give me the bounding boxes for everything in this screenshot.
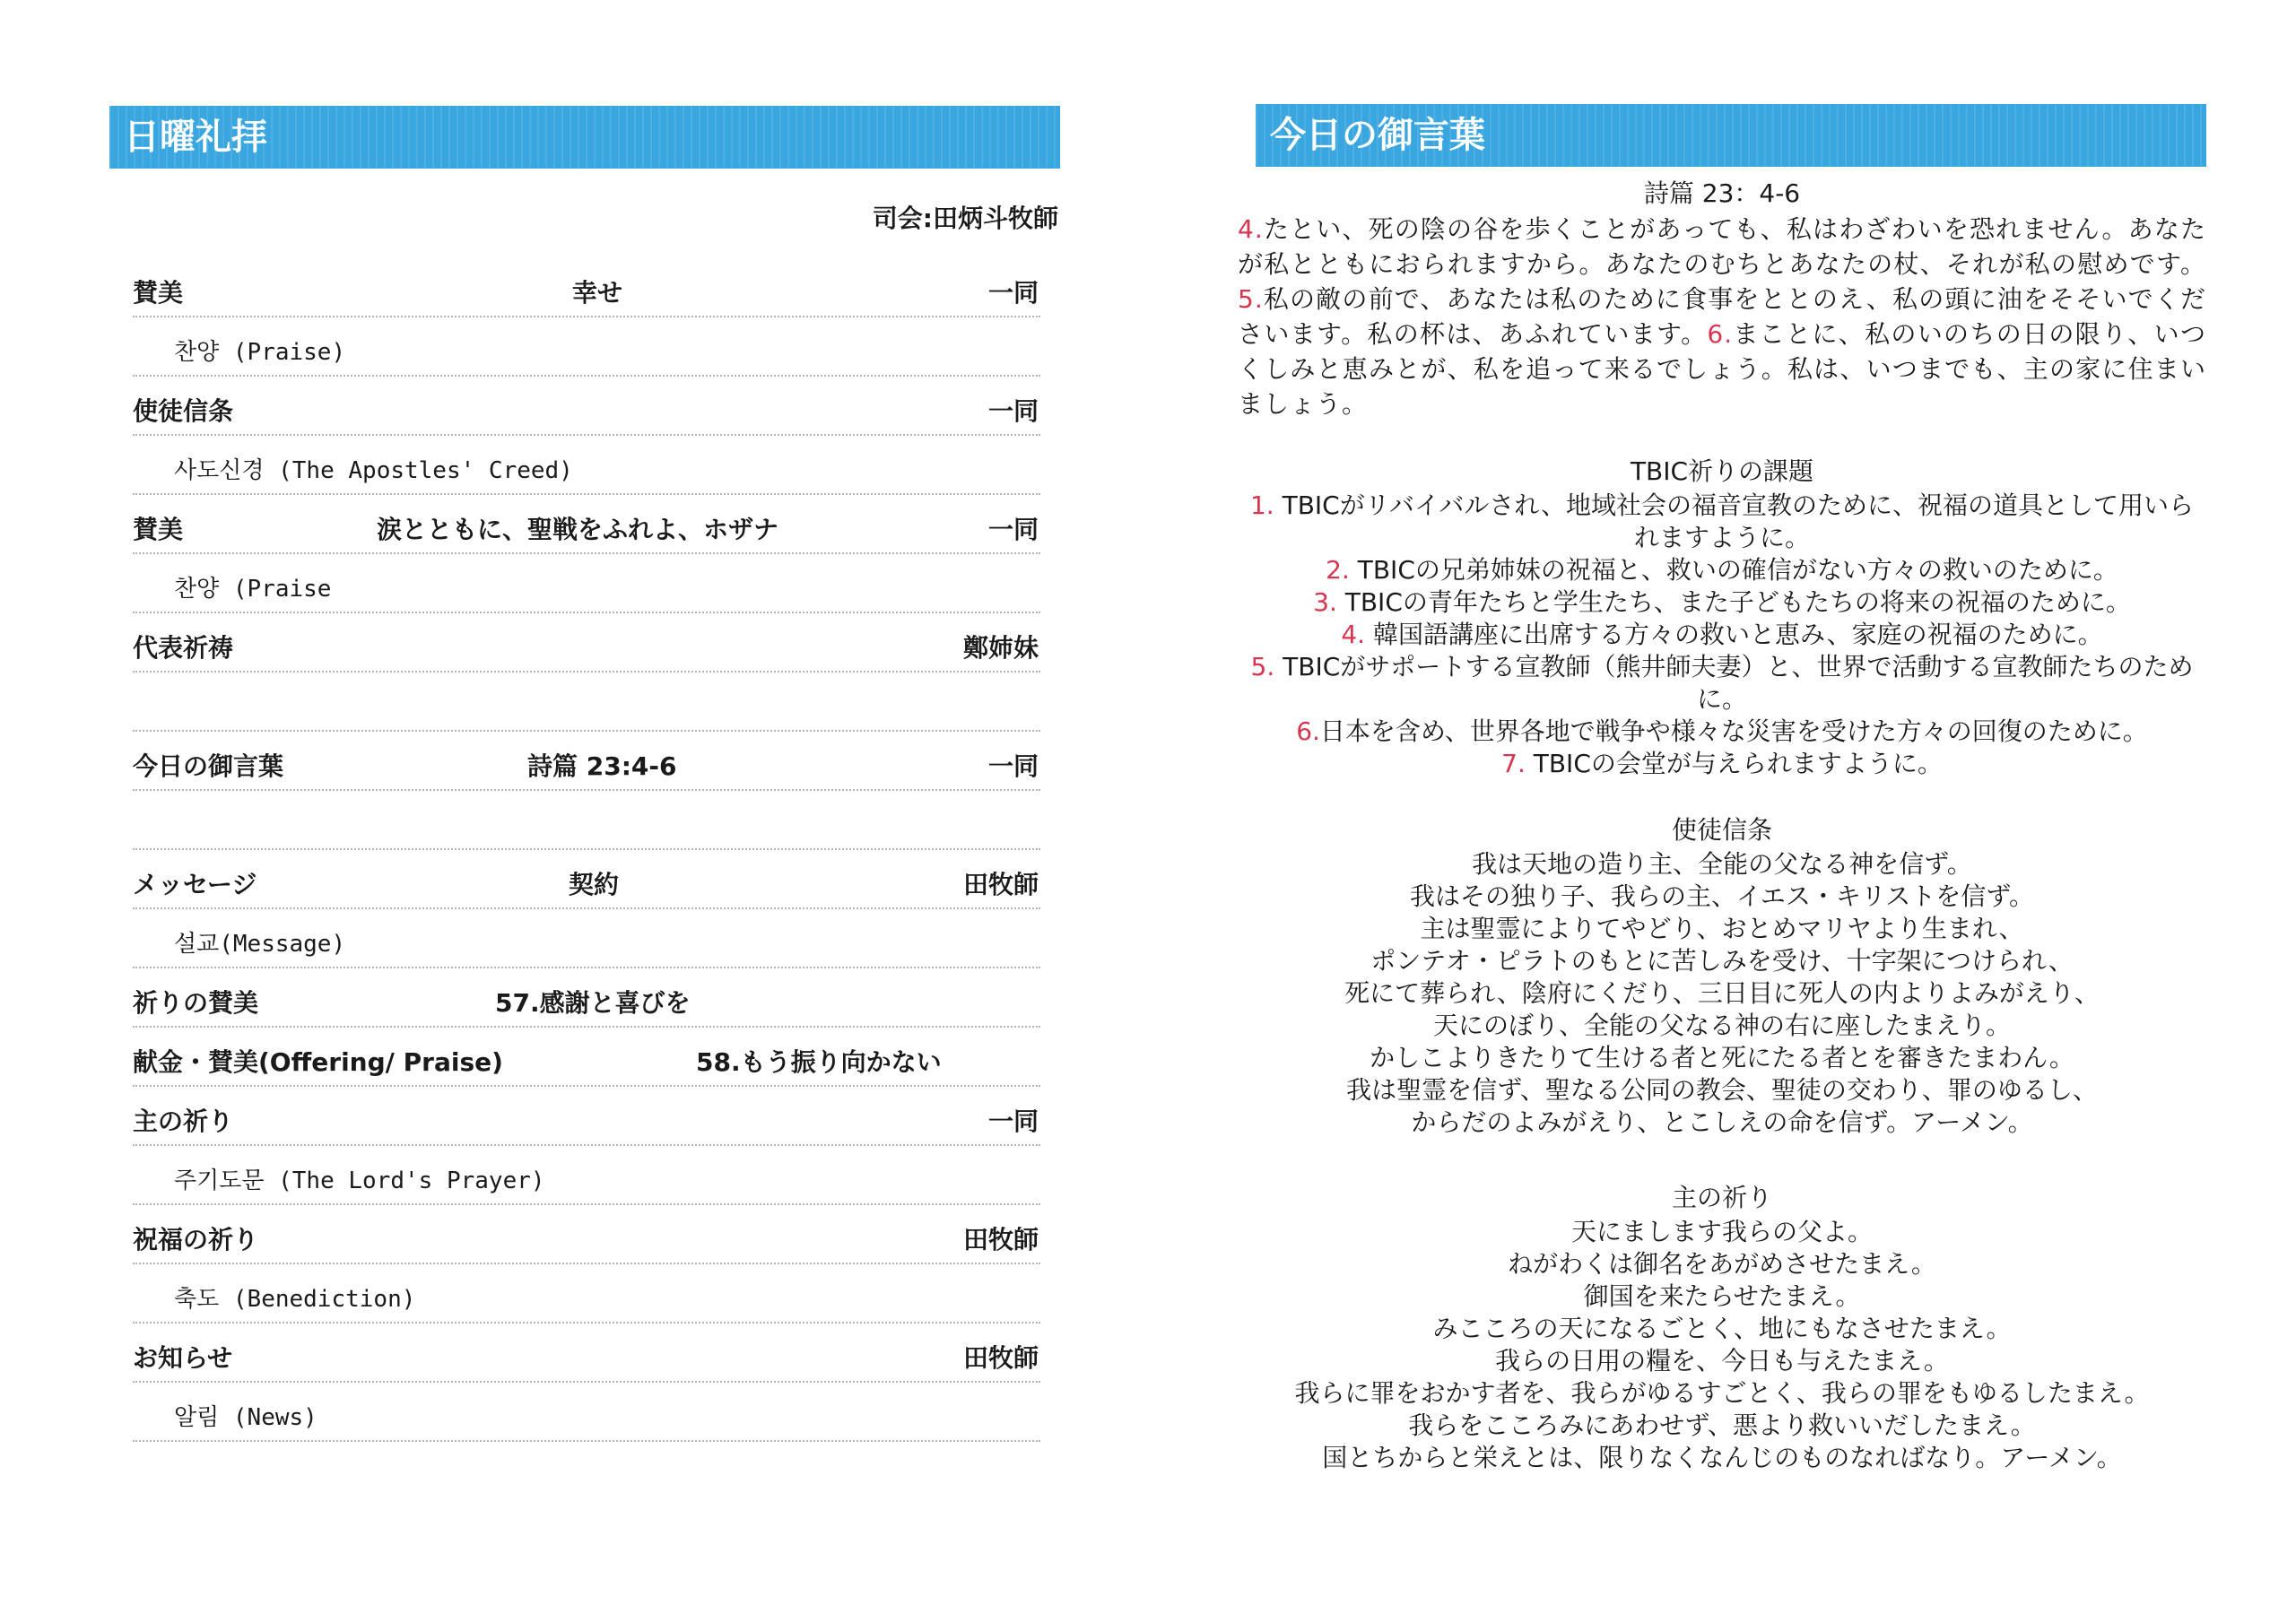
lords-prayer-line: 天にまします我らの父よ。 — [1570, 1217, 1873, 1246]
order-row — [133, 968, 1040, 1028]
creed-line: 我はその独り子、我らの主、イエス・キリストを信ず。 — [1409, 881, 2035, 911]
prayer-topics-title: TBIC祈りの課題 — [1630, 456, 1814, 486]
scripture-ref: 詩篇 23：4-6 — [1643, 178, 1801, 208]
lords-prayer-line: 我らの日用の糧を、今日も与えたまえ。 — [1495, 1346, 1949, 1376]
order-sub-row — [133, 436, 1040, 495]
order-row — [133, 377, 1040, 436]
prayer-item — [1238, 490, 2206, 554]
prayer-number: 2. — [1326, 555, 1350, 585]
prayer-item — [1238, 716, 2206, 748]
prayer-item — [1238, 748, 2206, 780]
order-right: 一同 — [987, 751, 1039, 781]
creed-line: 我は聖霊を信ず、聖なる公同の教会、聖徒の交わり、罪のゆるし、 — [1346, 1075, 2098, 1105]
verse-number: 5. — [1238, 284, 1264, 314]
order-right: 鄭姉妹 — [962, 633, 1039, 663]
order-row — [133, 495, 1040, 554]
prayer-number: 3. — [1313, 587, 1337, 617]
order-label: 祈りの賛美 — [133, 988, 259, 1018]
prayer-item — [1238, 586, 2206, 619]
verse-text: 私の敵の前で、あなたは私のために食事をととのえ、私の頭に油をそそいでくださいます。私の杯は、あふれています。 — [1238, 284, 2206, 349]
order-sub-label: 설교(Message) — [174, 931, 346, 958]
order-sub-row — [133, 554, 1040, 613]
order-row — [133, 1028, 1040, 1087]
order-row — [133, 1324, 1040, 1383]
order-label: メッセージ — [133, 870, 257, 899]
order-right: 一同 — [987, 278, 1039, 308]
order-sub-row — [133, 909, 1040, 968]
order-right: 一同 — [987, 515, 1039, 544]
order-middle: 58.もう振り向かない — [696, 1047, 942, 1077]
creed-line: ポンテオ・ピラトのもとに苦しみを受け、十字架につけられ、 — [1370, 946, 2074, 976]
right-content — [1238, 176, 2206, 1474]
creed-line: 天にのぼり、全能の父なる神の右に座したまえり。 — [1432, 1011, 2011, 1040]
order-right: 田牧師 — [962, 870, 1039, 899]
right-page — [1148, 0, 2296, 1623]
lords-prayer-title: 主の祈り — [1671, 1183, 1772, 1212]
prayer-text: 韓国語講座に出席する方々の救いと恵み、家庭の祝福のために。 — [1365, 620, 2103, 649]
prayer-number: 5. — [1250, 652, 1275, 681]
order-right: 一同 — [987, 1107, 1039, 1136]
order-sub-label: 찬양 (Praise — [174, 576, 332, 603]
order-sub-label: 알림 (News) — [174, 1404, 317, 1431]
order-label: 代表祈祷 — [133, 633, 234, 663]
order-right: 田牧師 — [962, 1343, 1039, 1373]
scripture-text — [1238, 212, 2206, 421]
prayer-number: 6. — [1296, 716, 1320, 746]
order-right: 一同 — [987, 396, 1039, 426]
creed-line: 我は天地の造り主、全能の父なる神を信ず。 — [1472, 849, 1972, 879]
order-sub-label: 찬양 (Praise) — [174, 339, 346, 366]
order-sub-row — [133, 1146, 1040, 1205]
order-row — [133, 732, 1040, 791]
order-row — [133, 1205, 1040, 1264]
creed-line: からだのよみがえり、とこしえの命を信ず。アーメン。 — [1411, 1107, 2033, 1137]
prayer-text: TBICがリバイバルされ、地域社会の福音宣教のために、祝福の道具として用いられますように。 — [1274, 490, 2195, 552]
verse-number: 4. — [1238, 214, 1264, 244]
order-label: 賛美 — [133, 515, 184, 544]
order-row — [133, 613, 1040, 673]
order-sub-label: 사도신경 (The Apostles' Creed) — [174, 457, 573, 484]
order-row — [133, 850, 1040, 909]
verse-text: たとい、死の陰の谷を歩くことがあっても、私はわざわいを恐れません。あなたが私とともにおられますから。あなたのむちとあなたの杖、それが私の慰めです。 — [1238, 214, 2206, 279]
verse-number: 6. — [1707, 319, 1734, 349]
creed-title: 使徒信条 — [1671, 815, 1772, 845]
order-right: 田牧師 — [962, 1225, 1039, 1254]
order-middle: 契約 — [569, 870, 620, 899]
order-sub-row — [133, 317, 1040, 377]
lords-prayer-line: 我らに罪をおかす者を、我らがゆるすごとく、我らの罪をもゆるしたまえ。 — [1294, 1378, 2150, 1408]
order-label: 主の祈り — [133, 1107, 234, 1136]
lords-prayer-line: 我らをこころみにあわせず、悪より救いいだしたまえ。 — [1408, 1410, 2036, 1440]
order-row — [133, 1087, 1040, 1146]
order-sub-row — [133, 1383, 1040, 1442]
prayer-text: TBICがサポートする宣教師（熊井師夫妻）と、世界で活動する宣教師たちのために。 — [1274, 652, 2194, 714]
order-label: 賛美 — [133, 278, 184, 308]
order-spacer — [133, 673, 1040, 732]
lords-prayer-line: ねがわくは御名をあがめさせたまえ。 — [1508, 1249, 1936, 1279]
creed-line: 死にて葬られ、陰府にくだり、三日目に死人の内よりよみがえり、 — [1344, 978, 2100, 1008]
prayer-number: 7. — [1501, 749, 1526, 778]
order-label: 使徒信条 — [133, 396, 234, 426]
prayer-number: 4. — [1341, 620, 1366, 649]
lords-prayer-line: みこころの天になるごとく、地にもなさせたまえ。 — [1432, 1314, 2012, 1343]
creed-line: 主は聖霊によりてやどり、おとめマリヤより生まれ、 — [1420, 914, 2024, 943]
order-row — [133, 258, 1040, 317]
presider: 司会:田炳斗牧師 — [872, 204, 1058, 233]
order-middle: 幸せ — [572, 278, 623, 308]
prayer-item — [1238, 554, 2206, 586]
todays-word-banner: 今日の御言葉 — [1256, 104, 2206, 167]
order-sub-row — [133, 1264, 1040, 1324]
prayer-item — [1238, 619, 2206, 651]
prayer-item — [1238, 651, 2206, 716]
worship-banner: 日曜礼拝 — [109, 106, 1060, 169]
prayer-number: 1. — [1249, 490, 1274, 520]
order-sub-label: 주기도문 (The Lord's Prayer) — [174, 1167, 545, 1194]
prayer-text: TBICの兄弟姉妹の祝福と、救いの確信がない方々の救いのために。 — [1349, 555, 2118, 585]
prayer-text: 日本を含め、世界各地で戦争や様々な災害を受けた方々の回復のために。 — [1319, 716, 2148, 746]
order-middle: 詩篇 23:4-6 — [527, 751, 677, 781]
verse-text: まことに、私のいのちの日の限り、いつくしみと恵みとが、私を追って来るでしょう。私は、いつまでも、主の家に住まいましょう。 — [1238, 319, 2206, 419]
order-of-service — [133, 258, 1040, 1442]
order-label: お知らせ — [133, 1343, 233, 1373]
prayer-text: TBICの会堂が与えられますように。 — [1525, 749, 1943, 778]
order-sub-label: 축도 (Benediction) — [174, 1286, 416, 1313]
order-label: 今日の御言葉 — [133, 751, 284, 781]
order-middle: 57.感謝と喜びを — [495, 988, 691, 1018]
prayer-text: TBICの青年たちと学生たち、また子どもたちの将来の祝福のために。 — [1336, 587, 2131, 617]
order-label: 祝福の祈り — [133, 1225, 259, 1254]
order-middle: 涙とともに、聖戦をふれよ、ホザナ — [377, 515, 779, 544]
order-label: 献金・賛美(Offering/ Praise) — [133, 1047, 503, 1077]
lords-prayer-line: 御国を来たらせたまえ。 — [1583, 1281, 1861, 1311]
lords-prayer-line: 国とちからと栄えとは、限りなくなんじのものなればなり。アーメン。 — [1322, 1443, 2122, 1472]
creed-line: かしこよりきたりて生ける者と死にたる者とを審きたまわん。 — [1370, 1043, 2074, 1072]
order-spacer — [133, 791, 1040, 850]
